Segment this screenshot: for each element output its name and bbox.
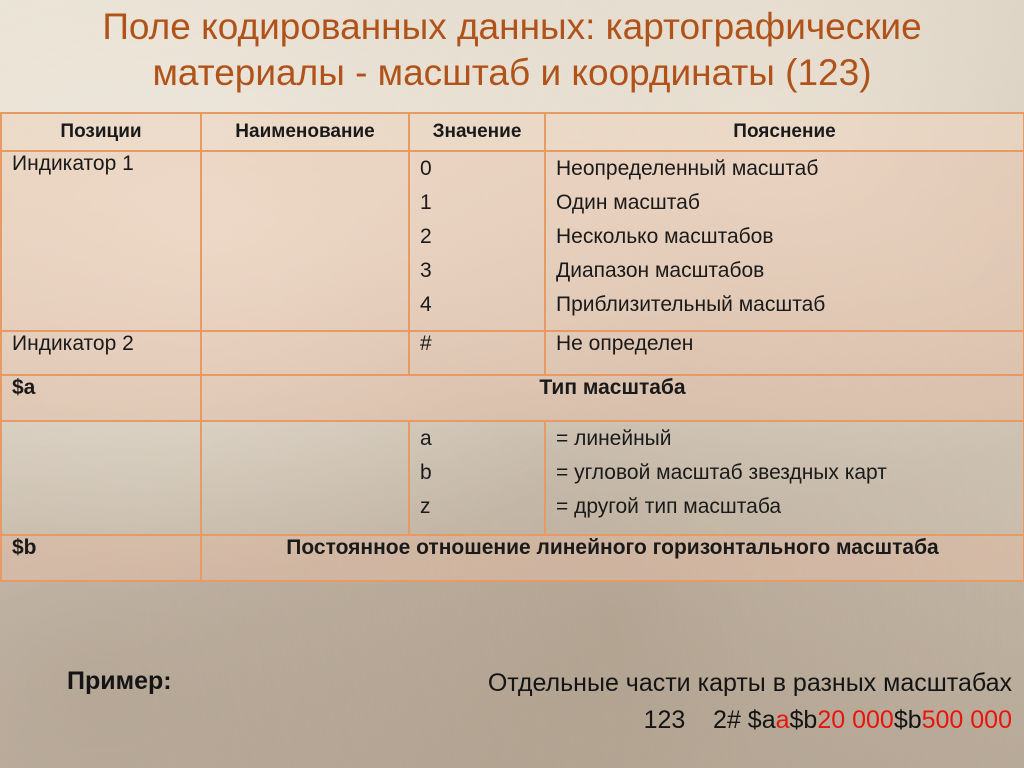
example-code-part: $b bbox=[789, 706, 818, 734]
explanation-item: = другой тип масштаба bbox=[556, 495, 782, 518]
indicator-2-position: Индикатор 2 bbox=[1, 331, 201, 375]
subfield-b-code: $b bbox=[1, 535, 201, 581]
value-item: 0 bbox=[420, 157, 432, 180]
example-description: Отдельные части карты в разных масштабах bbox=[487, 669, 1012, 697]
example-code bbox=[332, 702, 1012, 739]
header-value: Значение bbox=[409, 113, 545, 151]
example-label: Пример: bbox=[67, 667, 172, 695]
table-row-subfield-a bbox=[1, 375, 1024, 421]
indicator-1-name bbox=[201, 151, 409, 331]
slide-title bbox=[0, 4, 1024, 96]
indicator-2-explanation: Не определен bbox=[545, 331, 1024, 375]
table-row-indicator-2 bbox=[1, 331, 1024, 375]
example-code-highlight: a bbox=[775, 706, 790, 734]
table-row-scale-types bbox=[1, 421, 1024, 535]
table-header-row bbox=[1, 113, 1024, 151]
value-item: b bbox=[420, 461, 432, 484]
example-code-part: 123 2# $a bbox=[643, 706, 776, 734]
example-code-highlight: 500 000 bbox=[921, 706, 1012, 734]
value-item: 1 bbox=[420, 191, 432, 214]
value-item: 4 bbox=[420, 293, 432, 316]
header-explanation: Пояснение bbox=[545, 113, 1024, 151]
explanation-item: Диапазон масштабов bbox=[556, 259, 765, 282]
header-name: Наименование bbox=[201, 113, 409, 151]
indicator-1-values bbox=[409, 151, 545, 331]
title-line-2: материалы - масштаб и координаты (123) bbox=[152, 52, 872, 93]
scale-types-position bbox=[1, 421, 201, 535]
example-block bbox=[332, 665, 1012, 739]
coded-data-table bbox=[0, 112, 1024, 582]
scale-types-name bbox=[201, 421, 409, 535]
subfield-a-code: $a bbox=[1, 375, 201, 421]
value-item: a bbox=[420, 427, 432, 450]
indicator-1-position: Индикатор 1 bbox=[1, 151, 201, 331]
table-row-subfield-b bbox=[1, 535, 1024, 581]
header-positions: Позиции bbox=[1, 113, 201, 151]
subfield-a-name: Тип масштаба bbox=[201, 375, 1024, 421]
indicator-2-value: # bbox=[409, 331, 545, 375]
indicator-1-explanations bbox=[545, 151, 1024, 331]
explanation-item: = линейный bbox=[556, 427, 672, 450]
explanation-item: Приблизительный масштаб bbox=[556, 293, 826, 316]
example-code-highlight: 20 000 bbox=[817, 706, 894, 734]
example-code-part: $b bbox=[893, 706, 922, 734]
subfield-b-name: Постоянное отношение линейного горизонтального масштаба bbox=[201, 535, 1024, 581]
scale-type-values bbox=[409, 421, 545, 535]
title-line-1: Поле кодированных данных: картографические bbox=[102, 6, 922, 47]
explanation-item: Один масштаб bbox=[556, 191, 700, 214]
value-item: 2 bbox=[420, 225, 432, 248]
scale-type-explanations bbox=[545, 421, 1024, 535]
indicator-2-name bbox=[201, 331, 409, 375]
explanation-item: Неопределенный масштаб bbox=[556, 157, 819, 180]
explanation-item: = угловой масштаб звездных карт bbox=[556, 461, 887, 484]
explanation-item: Несколько масштабов bbox=[556, 225, 774, 248]
table-row-indicator-1 bbox=[1, 151, 1024, 331]
value-item: 3 bbox=[420, 259, 432, 282]
value-item: z bbox=[420, 495, 431, 518]
